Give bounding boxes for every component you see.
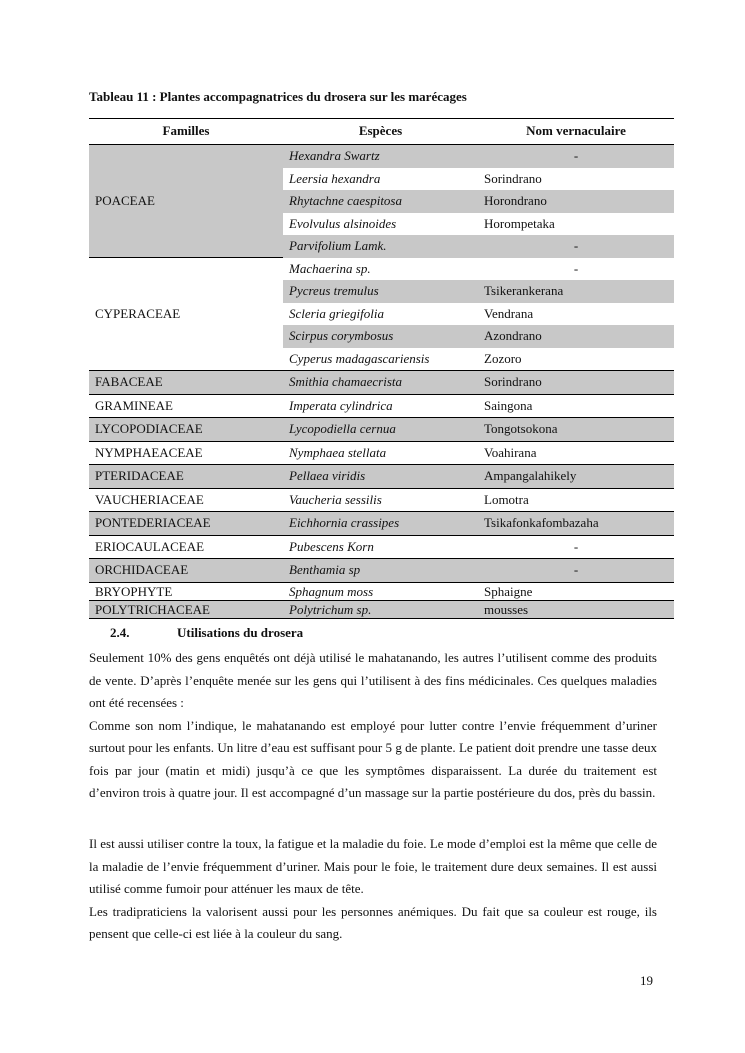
species-cell: Evolvulus alsinoides: [289, 215, 397, 231]
family-cell: VAUCHERIACEAE: [95, 491, 204, 507]
species-cell: Imperata cylindrica: [289, 397, 393, 413]
species-cell: Pycreus tremulus: [283, 280, 478, 303]
species-cell: Leersia hexandra: [289, 170, 381, 186]
vernacular-cell: -: [573, 260, 579, 276]
vernacular-cell: Horompetaka: [484, 215, 555, 231]
section-title: Utilisations du drosera: [177, 625, 304, 640]
species-cell: Eichhornia crassipes: [289, 515, 400, 530]
species-cell: Benthamia sp: [289, 562, 361, 577]
vernacular-cell: Sphaigne: [484, 583, 533, 599]
table-row: [89, 512, 674, 536]
paragraph: Il est aussi utiliser contre la toux, la fatigue et la maladie du foie. Le mode d’emploi est la même que celle de la maladie de l’envie fréquemment d’uriner. Mais pour le foie, le traitement dure deux semaines. Il est aussi utilisé comme fumoir pour atténuer les maux de tête.: [89, 836, 657, 896]
species-cell: Machaerina sp.: [289, 260, 371, 276]
vernacular-cell: mousses: [478, 600, 674, 618]
family-cell: ORCHIDACEAE: [95, 562, 189, 577]
table-row: [89, 582, 674, 600]
family-cell: PONTEDERIACEAE: [95, 515, 211, 530]
species-cell: Vaucheria sessilis: [289, 491, 382, 507]
table-row: [89, 488, 674, 512]
paragraph: Seulement 10% des gens enquêtés ont déjà utilisé le mahatanando, les autres l’utilisent comme des produits de vente. D’après l’enquête menée sur les gens qui l’utilisent à des fins médicinales. Ces quelques maladies ont été recensées :: [89, 650, 657, 710]
vernacular-cell: Zozoro: [484, 350, 522, 366]
vernacular-cell: Horondrano: [478, 190, 674, 213]
table-row: [89, 559, 674, 583]
family-cell: FABACEAE: [95, 374, 163, 389]
table-row: [89, 145, 674, 168]
family-cell: LYCOPODIACEAE: [95, 421, 203, 436]
paragraph: Les tradipraticiens la valorisent aussi pour les personnes anémiques. Du fait que sa couleur est rouge, ils pensent que celle-ci est liée à la couleur du sang.: [89, 903, 657, 941]
vernacular-cell: -: [573, 538, 579, 554]
species-cell: Scleria griegifolia: [289, 305, 384, 321]
species-cell: Cyperus madagascariensis: [289, 350, 430, 366]
species-cell: Scirpus corymbosus: [283, 325, 478, 348]
family-cell: NYMPHAEACEAE: [95, 444, 203, 460]
vernacular-cell: Tongotsokona: [484, 421, 558, 436]
species-cell: Pellaea viridis: [289, 468, 366, 483]
family-cell: PTERIDACEAE: [95, 468, 184, 483]
family-cell: CYPERACEAE: [89, 258, 283, 371]
species-cell: Parvifolium Lamk.: [283, 235, 478, 258]
plants-table: [89, 118, 674, 619]
species-cell: Smithia chamaecrista: [289, 374, 403, 389]
vernacular-cell: Tsikafonkafombazaha: [484, 515, 599, 530]
vernacular-cell: Sorindrano: [484, 170, 542, 186]
vernacular-cell: Tsikerankerana: [478, 280, 674, 303]
table-row: [89, 535, 674, 559]
table-row: [89, 394, 674, 418]
vernacular-cell: Vendrana: [484, 305, 534, 321]
species-cell: Polytrichum sp.: [283, 600, 478, 618]
table-caption: Tableau 11 : Plantes accompagnatrices du drosera sur les marécages: [89, 89, 467, 104]
section-number: 2.4.: [110, 625, 130, 640]
body-text-block-1: [89, 647, 657, 805]
species-cell: Lycopodiella cernua: [289, 421, 396, 436]
section-heading: [110, 625, 303, 641]
header-especes: Espèces: [283, 119, 478, 145]
family-cell: BRYOPHYTE: [95, 583, 173, 599]
species-cell: Nymphaea stellata: [289, 444, 387, 460]
table-row: [89, 418, 674, 442]
family-cell: POLYTRICHACEAE: [89, 600, 283, 618]
table-row: [89, 465, 674, 489]
species-cell: Rhytachne caespitosa: [283, 190, 478, 213]
table-row: [89, 441, 674, 465]
vernacular-cell: Voahirana: [484, 444, 537, 460]
vernacular-cell: -: [478, 145, 674, 168]
page-number: 19: [640, 973, 653, 988]
table-row: [89, 600, 674, 618]
family-cell: ERIOCAULACEAE: [95, 538, 205, 554]
vernacular-cell: -: [478, 235, 674, 258]
vernacular-cell: Lomotra: [484, 491, 529, 507]
vernacular-cell: Sorindrano: [484, 374, 542, 389]
family-cell: GRAMINEAE: [95, 397, 173, 413]
table-header-row: [89, 119, 674, 145]
header-nom-vernaculaire: Nom vernaculaire: [478, 119, 674, 145]
vernacular-cell: -: [573, 562, 579, 577]
vernacular-cell: Azondrano: [478, 325, 674, 348]
family-cell: POACEAE: [89, 145, 283, 258]
body-text-block-2: [89, 833, 657, 946]
header-familles: Familles: [89, 119, 283, 145]
paragraph: Comme son nom l’indique, le mahatanando est employé pour lutter contre l’envie fréquemment d’uriner surtout pour les enfants. Un litre d’eau est suffisant pour 5 g de plante. Le patient doit prendre une tasse deux fois par jour (matin et midi) jusqu’à ce que les symptômes disparaissent. La durée du traitement est d’environ trois à quatre jour. Il est accompagné d’un massage sur la partie postérieure du dos, près du bassin.: [89, 717, 657, 800]
species-cell: Sphagnum moss: [289, 583, 374, 599]
table-row: [89, 371, 674, 395]
species-cell: Pubescens Korn: [289, 538, 374, 554]
vernacular-cell: Ampangalahikely: [484, 468, 577, 483]
table-row: [89, 258, 674, 281]
species-cell: Hexandra Swartz: [283, 145, 478, 168]
vernacular-cell: Saingona: [484, 397, 533, 413]
